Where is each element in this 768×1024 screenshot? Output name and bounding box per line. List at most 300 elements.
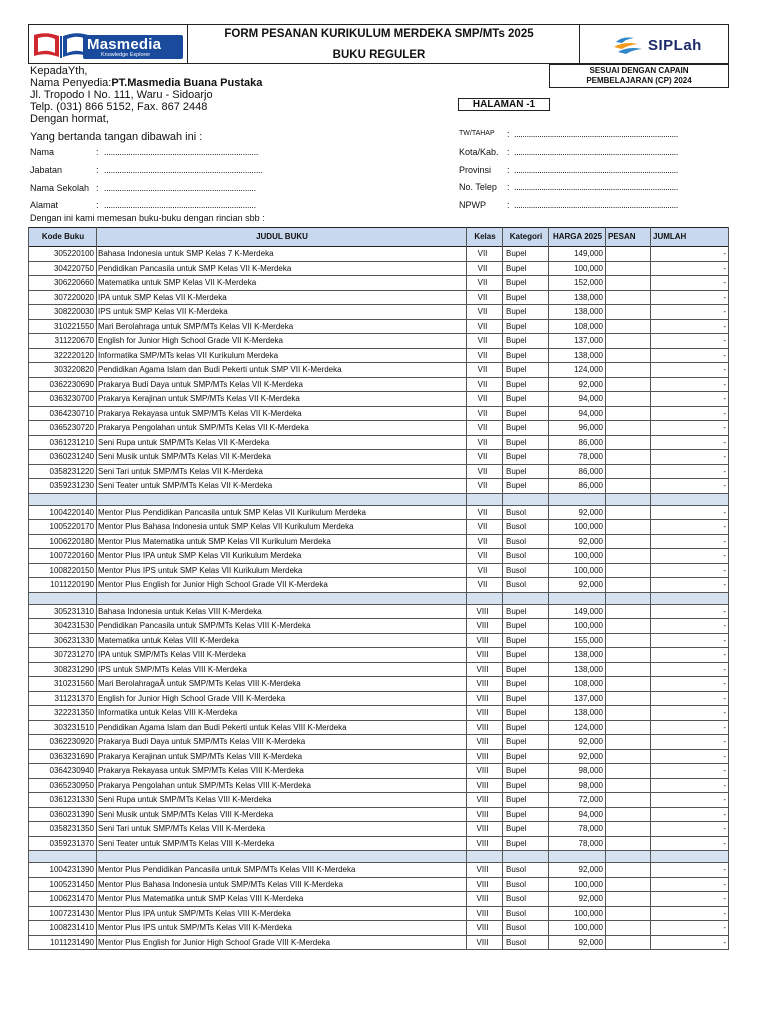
jumlah-cell: -	[723, 522, 726, 531]
pesan-input[interactable]	[607, 837, 649, 851]
book-title-cell: Seni Tari untuk SMP/MTs Kelas VIII K-Merdeka	[98, 824, 266, 833]
book-code-cell: 0360231390	[49, 809, 94, 819]
harga-cell: 72,000	[578, 795, 603, 804]
table-row	[28, 407, 729, 422]
book-title-cell: Mentor Plus Bahasa Indonesia untuk SMP/MTs Kelas VIII K-Merdeka	[98, 879, 344, 889]
harga-cell: 108,000	[574, 321, 603, 331]
pesan-input[interactable]	[607, 706, 649, 720]
pesan-input[interactable]	[607, 907, 649, 921]
harga-cell: 100,000	[574, 522, 603, 531]
pesan-input[interactable]	[607, 692, 649, 706]
kategori-cell: Busol	[506, 879, 527, 889]
pesan-input[interactable]	[607, 363, 649, 377]
pesan-input[interactable]	[607, 378, 649, 392]
book-code-cell: 304220750	[53, 263, 94, 273]
pesan-input[interactable]	[607, 535, 649, 549]
book-title-cell: Prakarya Kerajinan untuk SMP/MTs Kelas VIII K-Merdeka	[98, 751, 303, 761]
book-title-cell: Mentor Plus English for Junior High School Grade VIII K-Merdeka	[98, 937, 331, 947]
kategori-cell: Bupel	[506, 263, 527, 273]
harga-cell: 149,000	[574, 606, 603, 616]
form-header	[28, 24, 729, 64]
book-title-cell: Prakarya Kerajinan untuk SMP/MTs Kelas VII K-Merdeka	[98, 394, 300, 403]
book-code-cell: 307220020	[53, 292, 94, 302]
pesan-input[interactable]	[607, 822, 649, 836]
provider-label: Nama Penyedia:	[30, 77, 112, 89]
kelas-cell: VII	[477, 423, 488, 432]
jumlah-cell: -	[723, 307, 726, 316]
jumlah-cell: -	[723, 894, 726, 903]
field-label-no-telep: No. Telep	[459, 182, 497, 192]
jumlah-cell: -	[723, 249, 726, 258]
kategori-cell: Bupel	[506, 606, 527, 616]
table-row	[28, 663, 729, 678]
kelas-cell: VII	[477, 249, 488, 258]
group-separator	[28, 494, 729, 506]
harga-cell: 149,000	[574, 249, 603, 258]
table-row	[28, 808, 729, 823]
book-title-cell: Informatika untuk Kelas VIII K-Merdeka	[98, 708, 238, 717]
kelas-cell: VII	[477, 379, 488, 389]
col-header-judul: JUDUL BUKU	[256, 232, 308, 241]
jumlah-cell: -	[723, 466, 726, 476]
kelas-cell: VII	[477, 292, 488, 302]
harga-cell: 98,000	[578, 780, 603, 790]
kategori-cell: Bupel	[506, 350, 527, 360]
table-row	[28, 305, 729, 320]
page-title: FORM PESANAN KURIKULUM MERDEKA SMP/MTs 2025	[224, 28, 534, 40]
table-row	[28, 921, 729, 936]
jumlah-cell: -	[723, 937, 726, 947]
table-row	[28, 535, 729, 550]
book-code-cell: 307231270	[53, 650, 94, 659]
book-title-cell: Seni Rupa untuk SMP/MTs Kelas VII K-Merdeka	[98, 437, 270, 447]
book-title-cell: Prakarya Rekayasa untuk SMP/MTs Kelas VIII K-Merdeka	[98, 766, 304, 775]
pesan-input[interactable]	[607, 634, 649, 648]
kelas-cell: VII	[477, 580, 488, 589]
jumlah-cell: -	[723, 635, 726, 645]
kategori-cell: Bupel	[506, 452, 527, 461]
jumlah-cell: -	[723, 780, 726, 790]
pesan-input[interactable]	[607, 578, 649, 592]
harga-cell: 138,000	[574, 307, 603, 316]
table-row	[28, 506, 729, 521]
pesan-input[interactable]	[607, 450, 649, 464]
kategori-cell: Bupel	[506, 809, 527, 819]
jumlah-cell: -	[723, 507, 726, 517]
kelas-cell: VIII	[476, 780, 489, 790]
harga-cell: 155,000	[574, 635, 603, 645]
table-gridline	[605, 227, 606, 950]
provider-phone: Telp. (031) 866 5152, Fax. 867 2448	[30, 101, 208, 113]
harga-cell: 86,000	[578, 481, 603, 490]
kategori-cell: Bupel	[506, 679, 527, 688]
tw-tahap-input[interactable]: ..............................................................................	[514, 129, 678, 139]
pesan-input[interactable]	[607, 863, 649, 877]
pesan-input[interactable]	[607, 421, 649, 435]
kategori-cell: Bupel	[506, 693, 527, 703]
table-row	[28, 320, 729, 335]
harga-cell: 138,000	[574, 650, 603, 659]
kelas-cell: VIII	[476, 879, 489, 889]
harga-cell: 86,000	[578, 466, 603, 476]
harga-cell: 108,000	[574, 679, 603, 688]
harga-cell: 92,000	[578, 751, 603, 761]
jumlah-cell: -	[723, 766, 726, 775]
table-row	[28, 334, 729, 349]
table-row	[28, 564, 729, 579]
provinsi-input[interactable]: ..............................................................................	[514, 165, 678, 175]
book-code-cell: 322231350	[53, 708, 94, 717]
field-label-nama-sekolah: Nama Sekolah	[30, 183, 90, 193]
field-label-npwp: NPWP	[459, 200, 486, 210]
kategori-cell: Busol	[506, 937, 527, 947]
jumlah-cell: -	[723, 679, 726, 688]
kategori-cell: Bupel	[506, 737, 527, 746]
kelas-cell: VII	[477, 350, 488, 360]
jumlah-cell: -	[723, 536, 726, 546]
kelas-cell: VIII	[476, 838, 489, 848]
kelas-cell: VIII	[476, 923, 489, 932]
book-title-cell: IPA untuk SMP/MTs Kelas VIII K-Merdeka	[98, 650, 246, 659]
alamat-input[interactable]: .....................................................................	[104, 200, 256, 210]
kelas-cell: VII	[477, 452, 488, 461]
jumlah-cell: -	[723, 722, 726, 732]
kelas-cell: VIII	[476, 708, 489, 717]
greeting: Dengan hormat,	[30, 113, 109, 125]
book-title-cell: Seni Musik untuk SMP/MTs Kelas VII K-Merdeka	[98, 452, 271, 461]
kota-input[interactable]: ..............................................................................	[514, 147, 678, 157]
harga-cell: 124,000	[574, 365, 603, 374]
jumlah-cell: -	[723, 664, 726, 674]
jumlah-cell: -	[723, 580, 726, 589]
jumlah-cell: -	[723, 379, 726, 389]
pesan-input[interactable]	[607, 721, 649, 735]
pesan-input[interactable]	[607, 735, 649, 749]
book-code-cell: 0360231240	[49, 452, 94, 461]
pesan-input[interactable]	[607, 564, 649, 578]
table-row	[28, 648, 729, 663]
table-gridline	[466, 227, 467, 950]
kelas-cell: VII	[477, 551, 488, 560]
pesan-input[interactable]	[607, 276, 649, 290]
book-code-cell: 0358231220	[49, 466, 94, 476]
kategori-cell: Bupel	[506, 278, 527, 287]
book-title-cell: Mentor Plus IPS untuk SMP/MTs Kelas VIII K-Merdeka	[98, 923, 292, 932]
table-row	[28, 764, 729, 779]
table-row	[28, 549, 729, 564]
field-label-provinsi: Provinsi	[459, 165, 492, 175]
table-row	[28, 349, 729, 364]
table-row	[28, 837, 729, 852]
book-code-cell: 304231530	[53, 621, 94, 630]
jumlah-cell: -	[723, 621, 726, 630]
table-row	[28, 436, 729, 451]
book-title-cell: Prakarya Budi Daya untuk SMP/MTs Kelas VII K-Merdeka	[98, 379, 303, 389]
kelas-cell: VII	[477, 522, 488, 531]
book-title-cell: Seni Teater untuk SMP/MTs Kelas VIII K-Merdeka	[98, 838, 275, 848]
jumlah-cell: -	[723, 278, 726, 287]
kategori-cell: Bupel	[506, 722, 527, 732]
harga-cell: 137,000	[574, 336, 603, 345]
book-title-cell: Bahasa Indonesia untuk SMP Kelas 7 K-Merdeka	[98, 249, 274, 258]
table-row	[28, 793, 729, 808]
provider-name: PT.Masmedia Buana Pustaka	[111, 77, 263, 89]
kategori-cell: Bupel	[506, 394, 527, 403]
pesan-input[interactable]	[607, 247, 649, 261]
table-row	[28, 822, 729, 837]
pesan-input[interactable]	[607, 921, 649, 935]
jumlah-cell: -	[723, 263, 726, 273]
kategori-cell: Bupel	[506, 664, 527, 674]
field-label-tw-tahap: TW/TAHAP	[459, 130, 495, 137]
kategori-cell: Busol	[506, 908, 527, 918]
book-title-cell: Seni Tari untuk SMP/MTs Kelas VII K-Merdeka	[98, 466, 263, 476]
book-code-cell: 1004220140	[49, 507, 94, 517]
page-number-label: HALAMAN -1	[458, 98, 550, 111]
book-code-cell: 303231510	[53, 722, 94, 732]
kategori-cell: Bupel	[506, 321, 527, 331]
book-title-cell: Prakarya Rekayasa untuk SMP/MTs Kelas VII K-Merdeka	[98, 408, 302, 418]
book-title-cell: Pendidikan Agama Islam dan Budi Pekerti untuk Kelas VIII K-Merdeka	[98, 722, 347, 732]
jumlah-cell: -	[723, 795, 726, 804]
no-telep-input[interactable]: ..............................................................................	[514, 182, 678, 192]
jumlah-cell: -	[723, 365, 726, 374]
book-title-cell: IPA untuk SMP Kelas VII K-Merdeka	[98, 292, 227, 302]
pesan-input[interactable]	[607, 334, 649, 348]
kategori-cell: Bupel	[506, 621, 527, 630]
book-title-cell: Mentor Plus Matematika untuk SMP Kelas VII Kurikulum Merdeka	[98, 536, 331, 546]
book-code-cell: 0365230950	[49, 780, 94, 790]
table-row	[28, 863, 729, 878]
npwp-input[interactable]: ..............................................................................	[514, 200, 678, 210]
book-code-cell: 1008220150	[49, 565, 94, 575]
book-title-cell: Pendidikan Pancasila untuk SMP Kelas VII K-Merdeka	[98, 263, 292, 273]
kelas-cell: VIII	[476, 679, 489, 688]
kelas-cell: VIII	[476, 650, 489, 659]
harga-cell: 92,000	[578, 894, 603, 903]
field-label-nama: Nama	[30, 147, 55, 157]
masmedia-logo	[29, 25, 188, 63]
book-title-cell: Prakarya Budi Daya untuk SMP/MTs Kelas VIII K-Merdeka	[98, 737, 306, 746]
pesan-input[interactable]	[607, 750, 649, 764]
jumlah-cell: -	[723, 336, 726, 345]
book-code-cell: 0363230700	[49, 394, 94, 403]
col-header-kode: Kode Buku	[41, 232, 85, 241]
table-gridline	[502, 227, 503, 950]
book-title-cell: IPS untuk SMP Kelas VII K-Merdeka	[98, 307, 228, 316]
harga-cell: 92,000	[578, 580, 603, 589]
book-code-cell: 0358231350	[49, 824, 94, 833]
jumlah-cell: -	[723, 437, 726, 447]
jumlah-cell: -	[723, 908, 726, 918]
col-header-jumlah: JUMLAH	[653, 232, 687, 241]
table-gridline	[96, 227, 97, 950]
table-row	[28, 276, 729, 291]
pesan-input[interactable]	[607, 936, 649, 950]
jumlah-cell: -	[723, 606, 726, 616]
logo-tagline: Knowledge Explorer	[101, 52, 151, 58]
kategori-cell: Bupel	[506, 408, 527, 418]
jumlah-cell: -	[723, 394, 726, 403]
page-subtitle: BUKU REGULER	[332, 49, 426, 61]
table-gridline	[28, 227, 29, 950]
pesan-input[interactable]	[607, 878, 649, 892]
book-title-cell: Mentor Plus Pendidikan Pancasila untuk SMP/MTs Kelas VIII K-Merdeka	[98, 865, 356, 874]
pesan-input[interactable]	[607, 349, 649, 363]
jumlah-cell: -	[723, 879, 726, 889]
book-title-cell: Mari BerolahragaÂ untuk SMP/MTs Kelas VIII K-Merdeka	[98, 679, 301, 688]
book-code-cell: 0361231210	[49, 437, 94, 447]
kategori-cell: Bupel	[506, 437, 527, 447]
nama-sekolah-input[interactable]: .....................................................................	[104, 183, 256, 193]
pesan-input[interactable]	[607, 605, 649, 619]
logo-name: Masmedia	[87, 36, 162, 53]
harga-cell: 152,000	[574, 278, 603, 287]
harga-cell: 138,000	[574, 708, 603, 717]
jumlah-cell: -	[723, 423, 726, 432]
book-title-cell: Pendidikan Agama Islam dan Budi Pekerti untuk SMP VII K-Merdeka	[98, 365, 342, 374]
kelas-cell: VII	[477, 481, 488, 490]
book-code-cell: 0362230920	[49, 737, 94, 746]
table-row	[28, 291, 729, 306]
recipient-salutation: KepadaYth,	[30, 65, 88, 77]
harga-cell: 137,000	[574, 693, 603, 703]
kelas-cell: VIII	[476, 635, 489, 645]
pesan-input[interactable]	[607, 291, 649, 305]
jabatan-input[interactable]: ........................................................................	[104, 165, 263, 175]
kategori-cell: Bupel	[506, 423, 527, 432]
book-code-cell: 0362230690	[49, 379, 94, 389]
pesan-input[interactable]	[607, 549, 649, 563]
book-title-cell: Seni Musik untuk SMP/MTs Kelas VIII K-Merdeka	[98, 809, 274, 819]
book-title-cell: Mari Berolahraga untuk SMP/MTs Kelas VII K-Merdeka	[98, 321, 294, 331]
table-gridline	[548, 227, 549, 950]
table-row	[28, 750, 729, 765]
group-separator	[28, 851, 729, 863]
jumlah-cell: -	[723, 737, 726, 746]
pesan-input[interactable]	[607, 619, 649, 633]
pesan-input[interactable]	[607, 779, 649, 793]
book-title-cell: English for Junior High School Grade VII K-Merdeka	[98, 336, 283, 345]
jumlah-cell: -	[723, 350, 726, 360]
pesan-input[interactable]	[607, 479, 649, 493]
harga-cell: 100,000	[574, 923, 603, 932]
pesan-input[interactable]	[607, 663, 649, 677]
table-row	[28, 262, 729, 277]
kategori-cell: Bupel	[506, 365, 527, 374]
harga-cell: 124,000	[574, 722, 603, 732]
harga-cell: 78,000	[578, 838, 603, 848]
kelas-cell: VIII	[476, 937, 489, 947]
pesan-input[interactable]	[607, 892, 649, 906]
signed-below-text: Yang bertanda tangan dibawah ini :	[30, 131, 203, 143]
pesan-input[interactable]	[607, 305, 649, 319]
book-code-cell: 310231560	[53, 679, 94, 688]
siplah-wordmark: SIPLah	[648, 37, 702, 54]
pesan-input[interactable]	[607, 262, 649, 276]
book-code-cell: 1004231390	[49, 865, 94, 874]
jumlah-cell: -	[723, 565, 726, 575]
kategori-cell: Busol	[506, 865, 527, 874]
book-code-cell: 0363231690	[49, 751, 94, 761]
kategori-cell: Bupel	[506, 780, 527, 790]
pesan-input[interactable]	[607, 407, 649, 421]
harga-cell: 138,000	[574, 664, 603, 674]
book-code-cell: 310221550	[53, 321, 94, 331]
kelas-cell: VII	[477, 307, 488, 316]
pesan-input[interactable]	[607, 793, 649, 807]
kelas-cell: VIII	[476, 606, 489, 616]
book-code-cell: 1007231430	[49, 908, 94, 918]
table-row	[28, 479, 729, 494]
pesan-input[interactable]	[607, 520, 649, 534]
table-row	[28, 520, 729, 535]
harga-cell: 86,000	[578, 437, 603, 447]
jumlah-cell: -	[723, 923, 726, 932]
book-code-cell: 1011231490	[50, 937, 94, 947]
pesan-input[interactable]	[607, 436, 649, 450]
pesan-input[interactable]	[607, 392, 649, 406]
pesan-input[interactable]	[607, 320, 649, 334]
table-row	[28, 634, 729, 649]
kelas-cell: VII	[477, 466, 488, 476]
book-title-cell: Prakarya Pengolahan untuk SMP/MTs Kelas VII K-Merdeka	[98, 423, 309, 432]
nama-input[interactable]: ......................................................................	[104, 147, 259, 157]
book-title-cell: Mentor Plus English for Junior High School Grade VII K-Merdeka	[98, 580, 328, 589]
pesan-input[interactable]	[607, 808, 649, 822]
kelas-cell: VII	[477, 336, 488, 345]
book-code-cell: 306220660	[53, 278, 94, 287]
pesan-input[interactable]	[607, 677, 649, 691]
book-code-cell: 1007220160	[49, 551, 94, 560]
book-title-cell: Bahasa Indonesia untuk Kelas VIII K-Merdeka	[98, 606, 262, 616]
kategori-cell: Bupel	[506, 751, 527, 761]
table-row	[28, 907, 729, 922]
table-row	[28, 378, 729, 393]
kelas-cell: VIII	[476, 809, 489, 819]
pesan-input[interactable]	[607, 764, 649, 778]
siplah-swoosh-icon	[612, 35, 646, 55]
pesan-input[interactable]	[607, 465, 649, 479]
harga-cell: 92,000	[578, 379, 603, 389]
jumlah-cell: -	[723, 408, 726, 418]
pesan-input[interactable]	[607, 506, 649, 520]
kelas-cell: VIII	[476, 766, 489, 775]
book-title-cell: Mentor Plus IPS untuk SMP Kelas VII Kurikulum Merdeka	[98, 565, 303, 575]
book-code-cell: 1006231470	[49, 894, 94, 903]
kategori-cell: Bupel	[506, 838, 527, 848]
pesan-input[interactable]	[607, 648, 649, 662]
table-row	[28, 247, 729, 262]
jumlah-cell: -	[723, 824, 726, 833]
kelas-cell: VIII	[476, 722, 489, 732]
book-code-cell: 1008231410	[49, 923, 94, 932]
kategori-cell: Busol	[506, 536, 527, 546]
kelas-cell: VII	[477, 408, 488, 418]
kelas-cell: VII	[477, 536, 488, 546]
book-code-cell: 1011220190	[50, 580, 94, 589]
kelas-cell: VII	[477, 565, 488, 575]
kelas-cell: VII	[477, 394, 488, 403]
harga-cell: 92,000	[578, 536, 603, 546]
harga-cell: 100,000	[574, 551, 603, 560]
book-code-cell: 305220100	[53, 249, 94, 258]
book-title-cell: Seni Teater untuk SMP/MTs Kelas VII K-Merdeka	[98, 481, 273, 490]
harga-cell: 78,000	[578, 452, 603, 461]
kategori-cell: Busol	[506, 894, 527, 903]
table-gridline	[728, 227, 729, 950]
harga-cell: 78,000	[578, 824, 603, 833]
